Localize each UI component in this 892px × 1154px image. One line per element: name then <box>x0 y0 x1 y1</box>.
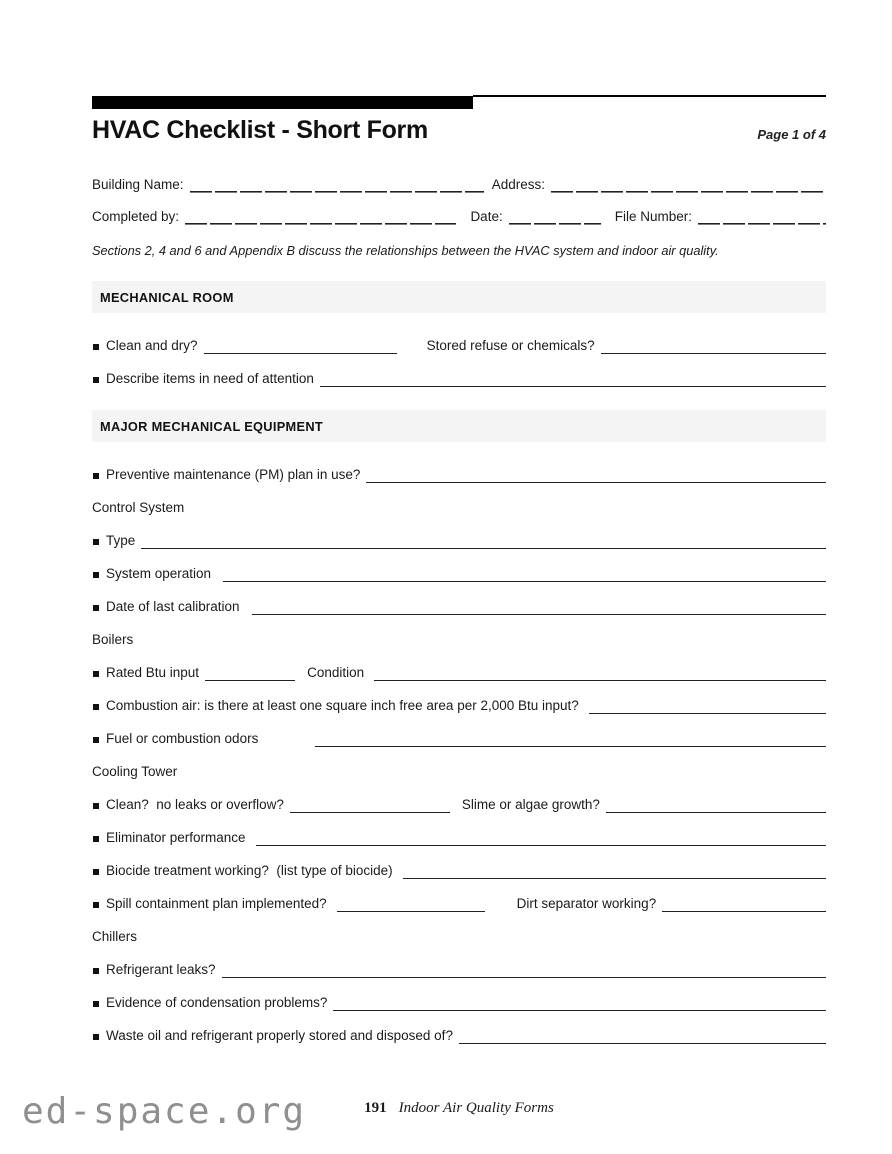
biocide-label: Biocide treatment working? (list type of biocide) <box>106 863 393 878</box>
square-bullet-icon <box>93 539 99 545</box>
square-bullet-icon <box>93 704 99 710</box>
clean-leaks-field <box>290 807 450 813</box>
refrigerant-leaks-row <box>92 962 826 978</box>
completed-by-field <box>185 220 456 225</box>
square-bullet-icon <box>93 605 99 611</box>
square-bullet-icon <box>93 377 99 383</box>
date-last-calibration-field <box>252 609 826 615</box>
eliminator-field <box>256 840 826 846</box>
section-heading-label: MAJOR MECHANICAL EQUIPMENT <box>100 418 323 434</box>
clean-dry-row <box>92 338 826 354</box>
subheading-label: Chillers <box>92 929 138 944</box>
building-name-label: Building Name: <box>92 177 184 192</box>
square-bullet-icon <box>93 344 99 350</box>
boilers-subheading <box>92 632 826 648</box>
spill-containment-field <box>337 906 485 912</box>
stored-refuse-field <box>601 348 826 354</box>
subheading-label: Cooling Tower <box>92 764 178 779</box>
square-bullet-icon <box>93 869 99 875</box>
waste-oil-row <box>92 1028 826 1044</box>
combustion-air-row <box>92 698 826 714</box>
reference-note: Sections 2, 4 and 6 and Appendix B discuss the relationships between the HVAC system and indoor air quality. <box>92 243 719 258</box>
condition-label: Condition <box>307 665 365 680</box>
date-label: Date: <box>470 209 503 224</box>
dirt-separator-field <box>662 906 826 912</box>
chillers-subheading <box>92 929 826 945</box>
pm-plan-label: Preventive maintenance (PM) plan in use? <box>106 467 361 482</box>
watermark: ed-space.org <box>22 1091 307 1132</box>
subheading-label: Control System <box>92 500 185 515</box>
document-content <box>0 95 892 1117</box>
cooling-tower-subheading <box>92 764 826 780</box>
square-bullet-icon <box>93 968 99 974</box>
clean-leaks-row <box>92 797 826 813</box>
page-indicator: Page 1 of 4 <box>757 127 826 142</box>
square-bullet-icon <box>93 1001 99 1007</box>
describe-attention-row <box>92 371 826 387</box>
biocide-row <box>92 863 826 879</box>
spill-containment-row <box>92 896 826 912</box>
condensation-row <box>92 995 826 1011</box>
fuel-odors-label: Fuel or combustion odors <box>106 731 259 746</box>
refrigerant-leaks-label: Refrigerant leaks? <box>106 962 216 977</box>
building-address-row <box>92 177 826 193</box>
page-title: HVAC Checklist - Short Form <box>92 116 428 144</box>
system-operation-row <box>92 566 826 582</box>
dirt-separator-label: Dirt separator working? <box>516 896 657 911</box>
section-heading-label: MECHANICAL ROOM <box>100 289 234 305</box>
section-heading-mechanical-room <box>92 281 826 313</box>
refrigerant-leaks-field <box>222 972 826 978</box>
completed-by-label: Completed by: <box>92 209 180 224</box>
pm-plan-field <box>366 477 826 483</box>
type-field <box>141 543 826 549</box>
biocide-field <box>403 873 826 879</box>
header-rule <box>92 95 826 109</box>
type-label: Type <box>106 533 136 548</box>
system-operation-label: System operation <box>106 566 212 581</box>
file-number-field <box>698 220 826 225</box>
fuel-odors-field <box>315 741 826 747</box>
address-field <box>551 188 826 193</box>
describe-attention-field <box>320 381 826 387</box>
square-bullet-icon <box>93 1034 99 1040</box>
condensation-field <box>333 1005 826 1011</box>
waste-oil-label: Waste oil and refrigerant properly stored and disposed of? <box>106 1028 453 1043</box>
pm-plan-row <box>92 467 826 483</box>
footer-page-number: 191 <box>364 1100 387 1116</box>
slime-algae-label: Slime or algae growth? <box>461 797 600 812</box>
square-bullet-icon <box>93 671 99 677</box>
describe-attention-label: Describe items in need of attention <box>106 371 314 386</box>
date-field <box>509 220 601 225</box>
type-row <box>92 533 826 549</box>
completed-date-file-row <box>92 209 826 225</box>
footer-publication-title: Indoor Air Quality Forms <box>398 1100 554 1116</box>
eliminator-row <box>92 830 826 846</box>
date-last-calibration-row <box>92 599 826 615</box>
header-thin-rule <box>473 95 826 97</box>
square-bullet-icon <box>93 473 99 479</box>
clean-dry-field <box>204 348 397 354</box>
subheading-label: Boilers <box>92 632 134 647</box>
clean-leaks-label: Clean? no leaks or overflow? <box>106 797 284 812</box>
condition-field <box>374 675 826 681</box>
control-system-subheading <box>92 500 826 516</box>
condensation-label: Evidence of condensation problems? <box>106 995 328 1010</box>
fuel-odors-row <box>92 731 826 747</box>
square-bullet-icon <box>93 737 99 743</box>
combustion-air-field <box>589 708 826 714</box>
rated-btu-field <box>205 675 295 681</box>
slime-algae-field <box>606 807 826 813</box>
square-bullet-icon <box>93 836 99 842</box>
date-last-calibration-label: Date of last calibration <box>106 599 240 614</box>
rated-btu-label: Rated Btu input <box>106 665 200 680</box>
square-bullet-icon <box>93 803 99 809</box>
address-label: Address: <box>491 177 546 192</box>
stored-refuse-label: Stored refuse or chemicals? <box>426 338 595 353</box>
file-number-label: File Number: <box>614 209 692 224</box>
waste-oil-field <box>459 1038 826 1044</box>
square-bullet-icon <box>93 572 99 578</box>
combustion-air-label: Combustion air: is there at least one square inch free area per 2,000 Btu input? <box>106 698 579 713</box>
eliminator-label: Eliminator performance <box>106 830 246 845</box>
clean-dry-label: Clean and dry? <box>106 338 198 353</box>
rated-btu-row <box>92 665 826 681</box>
title-row <box>92 116 826 144</box>
building-name-field <box>190 188 484 193</box>
square-bullet-icon <box>93 902 99 908</box>
header-black-bar <box>92 96 473 109</box>
spill-containment-label: Spill containment plan implemented? <box>106 896 327 911</box>
system-operation-field <box>223 576 826 582</box>
section-heading-major-mechanical-equipment <box>92 410 826 442</box>
